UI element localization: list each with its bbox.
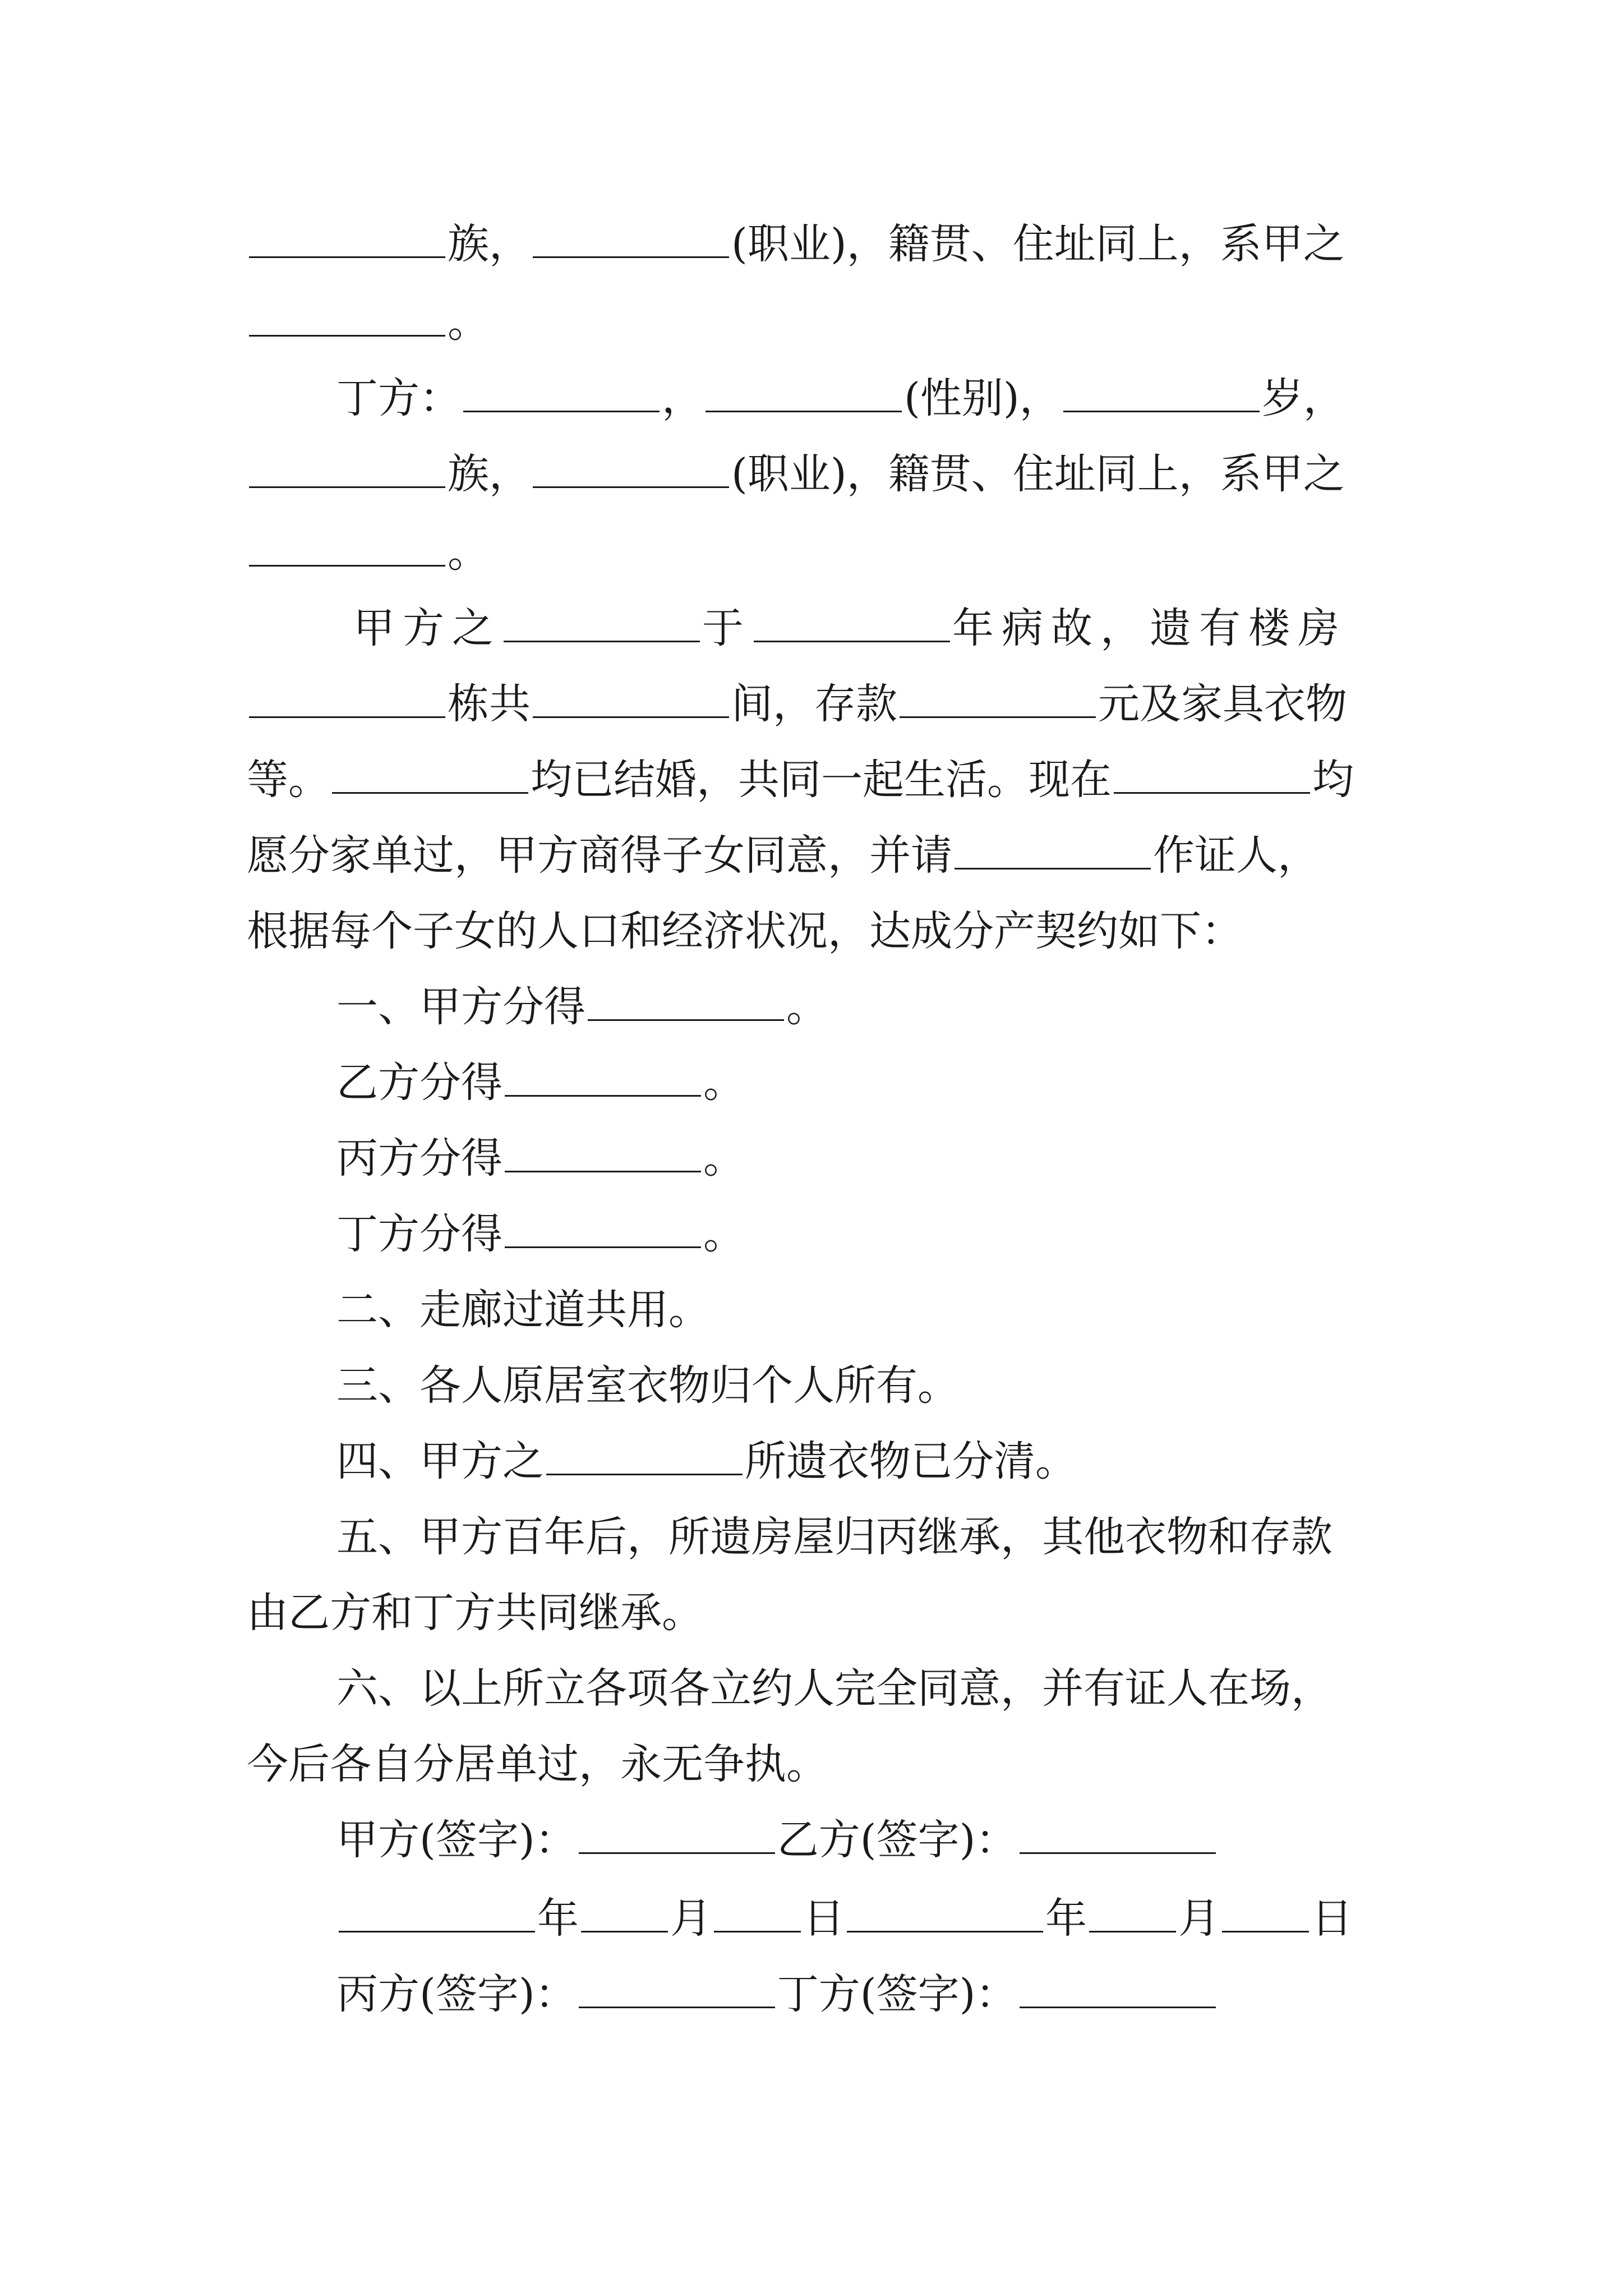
text: 六、以上所立各项各立约人完全同意，并有证人在场， <box>336 1664 1332 1713</box>
blank-field <box>339 1889 535 1932</box>
text-line-7 <box>247 673 1347 735</box>
text: 丙方(签字)： <box>336 1970 577 2018</box>
text-line-3 <box>336 367 1345 429</box>
text: 。 <box>786 983 828 1031</box>
text: 族， <box>448 220 531 268</box>
text: 丁方分得 <box>336 1210 502 1258</box>
signature-line-bing-ding <box>336 1963 1218 2025</box>
text: 间，存款 <box>731 680 897 728</box>
text: 。 <box>448 298 489 347</box>
blank-field <box>579 1811 775 1854</box>
blank-field <box>249 215 445 258</box>
text-line-21 <box>247 1733 828 1795</box>
text: 均 <box>1312 756 1354 804</box>
text: 一、甲方分得 <box>336 983 585 1031</box>
text: 元及家具衣物 <box>1098 680 1347 728</box>
text: 月 <box>670 1894 712 1943</box>
blank-field <box>533 215 729 258</box>
text: 丁方(签字)： <box>777 1970 1017 2018</box>
blank-field <box>1114 751 1310 794</box>
text: (性别)， <box>904 374 1061 422</box>
text: 。 <box>703 1210 745 1258</box>
blank-field <box>706 369 902 412</box>
text: 日 <box>1311 1894 1353 1943</box>
blank-field <box>1020 1965 1216 2008</box>
text: 丙方分得 <box>336 1134 502 1182</box>
text: 。 <box>703 1134 745 1182</box>
text: 四、甲方之 <box>336 1437 544 1485</box>
text: 所遗衣物已分清。 <box>745 1437 1077 1485</box>
text: 栋共 <box>448 680 531 728</box>
text: 日 <box>803 1894 845 1943</box>
text-line-16 <box>336 1355 959 1416</box>
text: 年病故，遗有楼房 <box>952 604 1347 652</box>
text-line-4 <box>247 443 1345 505</box>
text: 等。 <box>247 756 330 804</box>
text: 根据每个子女的人口和经济状况，达成分产契约如下： <box>247 907 1243 955</box>
text: 乙方分得 <box>336 1059 502 1107</box>
blank-field <box>714 1889 801 1932</box>
text-line-8 <box>247 749 1354 811</box>
text: 岁， <box>1261 374 1345 422</box>
blank-field <box>1063 369 1260 412</box>
blank-field <box>505 1205 701 1248</box>
text-line-5 <box>247 522 489 583</box>
blank-field <box>533 675 729 718</box>
text: 甲方之 <box>353 604 501 652</box>
text: 月 <box>1178 1894 1220 1943</box>
blank-field <box>463 369 660 412</box>
blank-field <box>505 1053 701 1097</box>
text-line-1 <box>247 213 1345 275</box>
text: 愿分家单过，甲方商得子女同意，并请 <box>247 831 952 880</box>
text: 五、甲方百年后，所遗房屋归丙继承，其他衣物和存款 <box>336 1513 1332 1561</box>
blank-field <box>546 1432 743 1475</box>
text-line-15 <box>336 1279 710 1341</box>
text-line-12 <box>336 1052 745 1114</box>
blank-field <box>581 1889 668 1932</box>
blank-field <box>1020 1811 1216 1854</box>
text: 于 <box>702 604 751 652</box>
text-line-9 <box>247 825 1319 886</box>
text: (职业)，籍贯、住址同上，系甲之 <box>731 450 1345 498</box>
text: (职业)，籍贯、住址同上，系甲之 <box>731 220 1345 268</box>
date-line <box>336 1888 1353 1949</box>
blank-field <box>900 675 1096 718</box>
text-line-6 <box>353 597 1347 659</box>
blank-field <box>1222 1889 1309 1932</box>
blank-field <box>249 675 445 718</box>
text: 乙方(签字)： <box>777 1816 1017 1864</box>
text: 今后各自分居单过，永无争执。 <box>247 1740 828 1788</box>
text: 年 <box>1045 1894 1087 1943</box>
blank-field <box>249 523 445 567</box>
text-line-14 <box>336 1203 745 1265</box>
text-line-13 <box>336 1128 745 1189</box>
text: 作证人， <box>1153 831 1319 880</box>
text: 。 <box>448 528 489 577</box>
text: 甲方(签字)： <box>336 1816 577 1864</box>
text-line-18 <box>336 1506 1332 1568</box>
blank-field <box>533 445 729 488</box>
text: 二、走廊过道共用。 <box>336 1286 710 1334</box>
blank-field <box>1089 1889 1176 1932</box>
blank-field <box>847 1889 1043 1932</box>
text: 族， <box>448 450 531 498</box>
text: 由乙方和丁方共同继承。 <box>247 1589 703 1637</box>
blank-field <box>579 1965 775 2008</box>
blank-field <box>249 293 445 337</box>
blank-field <box>588 978 784 1021</box>
text-line-17 <box>336 1430 1077 1492</box>
text: 年 <box>537 1894 579 1943</box>
blank-field <box>505 1129 701 1172</box>
text-line-20 <box>336 1658 1332 1719</box>
signature-line-jia-yi <box>336 1809 1218 1871</box>
text-line-19 <box>247 1582 703 1644</box>
text: ， <box>662 374 703 422</box>
blank-field <box>332 751 528 794</box>
blank-field <box>754 599 950 642</box>
text-line-10 <box>247 900 1243 962</box>
blank-field <box>955 826 1151 869</box>
text: 三、各人原居室衣物归个人所有。 <box>336 1361 959 1410</box>
text-line-2 <box>247 292 489 353</box>
text: 均已结婚，共同一起生活。现在 <box>531 756 1112 804</box>
blank-field <box>504 599 700 642</box>
blank-field <box>249 445 445 488</box>
text: 丁方： <box>336 374 461 422</box>
text: 。 <box>703 1059 745 1107</box>
text-line-11 <box>336 976 828 1038</box>
